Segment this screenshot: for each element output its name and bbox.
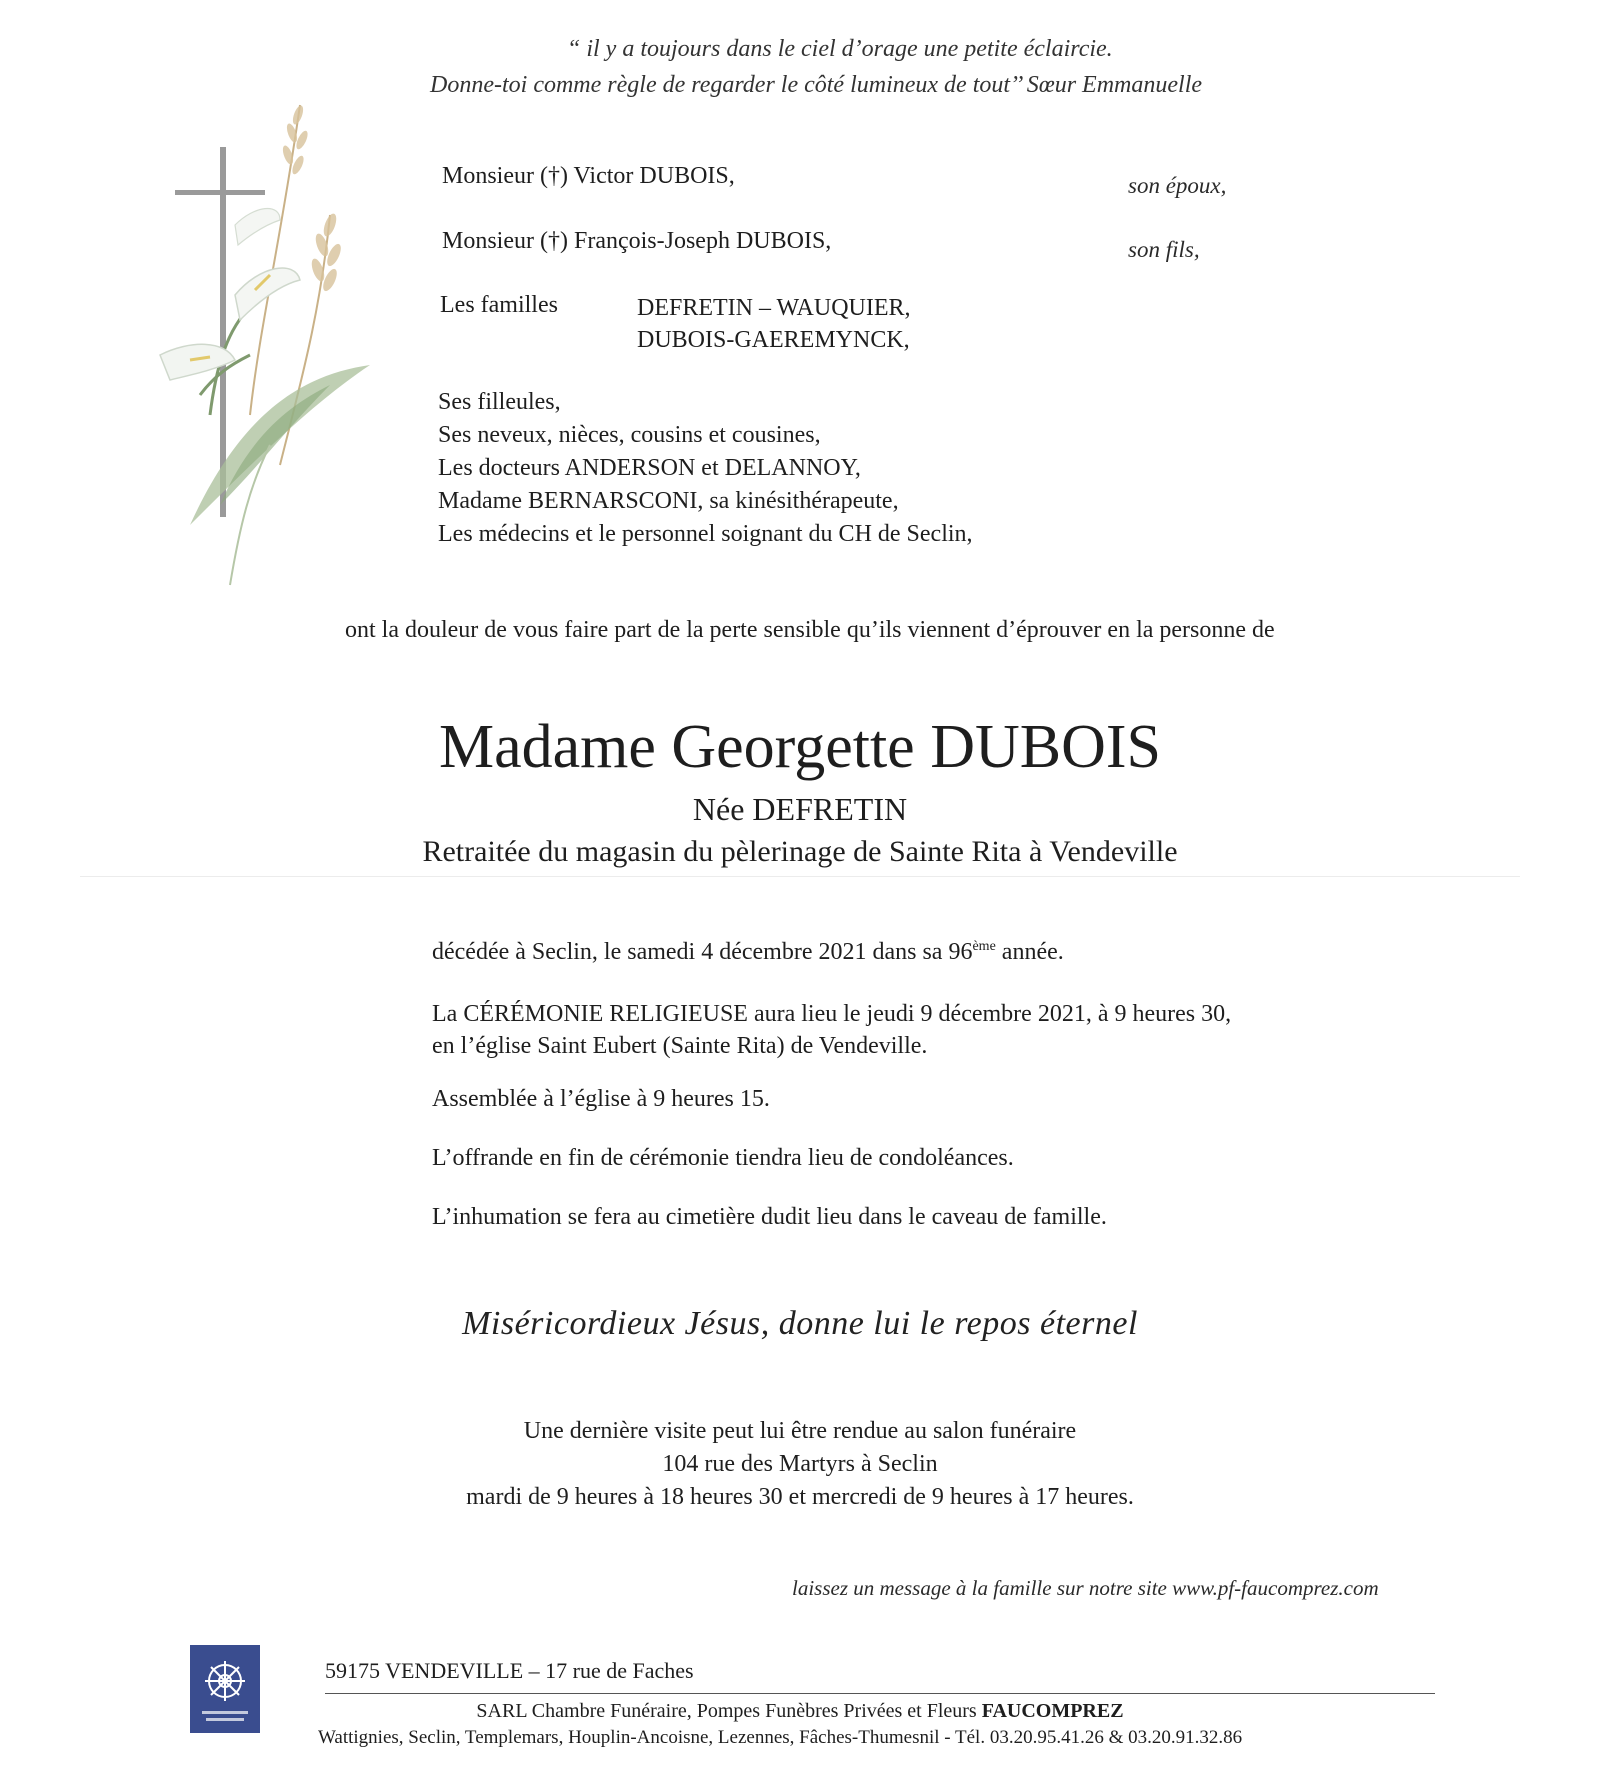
death-details: décédée à Seclin, le samedi 4 décembre 2021 dans sa 96ème année. <box>432 939 1064 965</box>
spouse-name: Monsieur (†) Victor DUBOIS, <box>442 163 735 189</box>
footer-divider <box>325 1693 1435 1694</box>
visit-line-3: mardi de 9 heures à 18 heures 30 et mercredi de 9 heures à 17 heures. <box>466 1484 1134 1510</box>
quote-line-1: “ il y a toujours dans le ciel d’orage une petite éclaircie. <box>567 36 1113 62</box>
other-mourner-2: Ses neveux, nièces, cousins et cousines, <box>438 422 821 448</box>
cross-lily-illustration-icon <box>130 85 390 595</box>
website-message: laissez un message à la famille sur notre site www.pf-faucomprez.com <box>792 1576 1379 1600</box>
page-fold-line <box>80 876 1520 877</box>
visit-line-1: Une dernière visite peut lui être rendue au salon funéraire <box>523 1418 1077 1444</box>
families-line-1: DEFRETIN – WAUQUIER, <box>637 295 911 321</box>
prayer-text: Miséricordieux Jésus, donne lui le repos éternel <box>462 1305 1138 1342</box>
son-relation: son fils, <box>1128 237 1200 262</box>
announcement-text: ont la douleur de vous faire part de la perte sensible qu’ils viennent d’éprouver en la personne de <box>345 617 1275 643</box>
ceremony-line-2: en l’église Saint Eubert (Sainte Rita) de Vendeville. <box>432 1033 928 1059</box>
spouse-relation: son époux, <box>1128 173 1227 198</box>
deceased-name: Madame Georgette DUBOIS <box>438 713 1162 781</box>
deceased-occupation: Retraitée du magasin du pèlerinage de Sainte Rita à Vendeville <box>422 835 1178 868</box>
other-mourner-1: Ses filleules, <box>438 389 561 415</box>
families-label: Les familles <box>440 292 558 318</box>
quote-line-2: Donne-toi comme règle de regarder le côté lumineux de tout’’ Sœur Emmanuelle <box>430 72 1203 98</box>
visit-line-2: 104 rue des Martyrs à Seclin <box>662 1451 938 1477</box>
other-mourner-4: Madame BERNARSCONI, sa kinésithérapeute, <box>438 488 899 514</box>
other-mourner-3: Les docteurs ANDERSON et DELANNOY, <box>438 455 861 481</box>
son-name: Monsieur (†) François-Joseph DUBOIS, <box>442 228 832 254</box>
footer-address: 59175 VENDEVILLE – 17 rue de Faches <box>325 1658 694 1683</box>
ceremony-line-1: La CÉRÉMONIE RELIGIEUSE aura lieu le jeudi 9 décembre 2021, à 9 heures 30, <box>432 1001 1232 1027</box>
footer-company: SARL Chambre Funéraire, Pompes Funèbres Privées et Fleurs FAUCOMPREZ <box>476 1700 1124 1722</box>
deceased-birth-name: Née DEFRETIN <box>692 791 908 827</box>
burial-text: L’inhumation se fera au cimetière dudit lieu dans le caveau de famille. <box>432 1204 1107 1230</box>
families-line-2: DUBOIS-GAEREMYNCK, <box>637 327 910 353</box>
footer-locations: Wattignies, Seclin, Templemars, Houplin-Ancoisne, Lezennes, Fâches-Thumesnil - Tél. 03.20.95.41.26 & 03.20.91.32.86 <box>318 1727 1243 1748</box>
assembly-text: Assemblée à l’église à 9 heures 15. <box>432 1086 770 1112</box>
offering-text: L’offrande en fin de cérémonie tiendra lieu de condoléances. <box>432 1145 1014 1171</box>
other-mourner-5: Les médecins et le personnel soignant du CH de Seclin, <box>438 521 973 547</box>
